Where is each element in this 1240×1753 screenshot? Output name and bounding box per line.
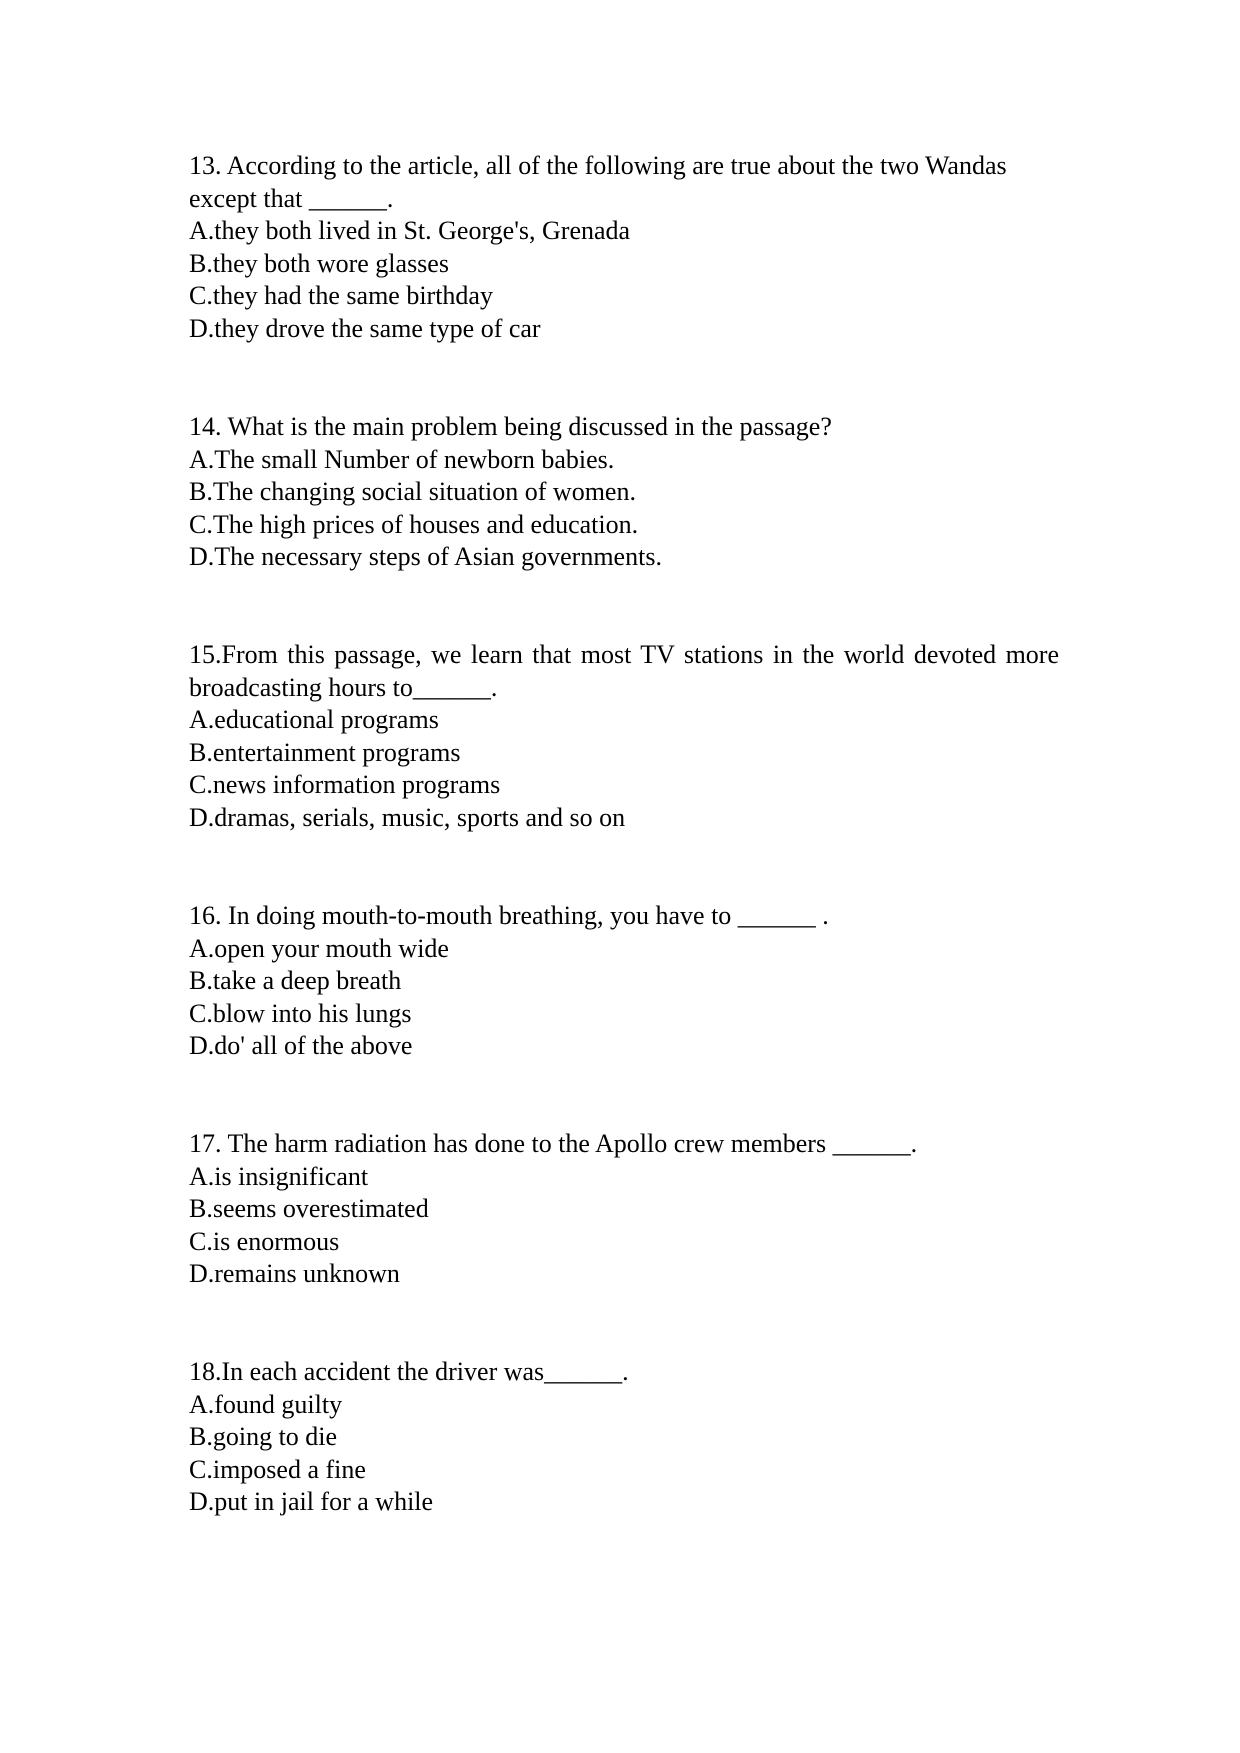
option-a: A.open your mouth wide <box>189 933 449 963</box>
option-c: C.they had the same birthday <box>189 281 493 311</box>
option-b: B.going to die <box>189 1422 338 1452</box>
option-a: A.educational programs <box>189 705 439 735</box>
question-stem: 18.In each accident the driver was______. <box>189 1357 629 1386</box>
question-14 <box>189 411 1059 574</box>
question-18 <box>189 1356 1059 1519</box>
option-a: A.The small Number of newborn babies. <box>189 444 615 474</box>
question-stem: 14. What is the main problem being discussed in the passage? <box>189 412 832 441</box>
option-c: C.blow into his lungs <box>189 998 412 1028</box>
option-d: D.remains unknown <box>189 1259 400 1289</box>
question-stem: 13. According to the article, all of the following are true about the two Wandas except that ______. <box>189 151 1007 213</box>
option-a: A.is insignificant <box>189 1161 369 1191</box>
option-b: B.The changing social situation of women. <box>189 477 636 507</box>
question-13 <box>189 150 1059 346</box>
question-17 <box>189 1128 1059 1291</box>
question-stem: 15.From this passage, we learn that most TV stations in the world devoted more broadcasting hours to______. <box>189 640 1059 702</box>
question-stem: 16. In doing mouth-to-mouth breathing, you have to ______ . <box>189 901 829 930</box>
option-c: C.imposed a fine <box>189 1454 366 1484</box>
option-d: D.The necessary steps of Asian governments. <box>189 542 662 572</box>
option-d: D.put in jail for a while <box>189 1487 434 1517</box>
option-d: D.they drove the same type of car <box>189 313 541 343</box>
question-15 <box>189 639 1059 835</box>
option-b: B.they both wore glasses <box>189 248 449 278</box>
option-c: C.The high prices of houses and education. <box>189 509 639 539</box>
option-d: D.dramas, serials, music, sports and so on <box>189 802 626 832</box>
option-b: B.take a deep breath <box>189 966 402 996</box>
option-c: C.news information programs <box>189 770 501 800</box>
option-b: B.entertainment programs <box>189 737 461 767</box>
option-c: C.is enormous <box>189 1226 340 1256</box>
option-d: D.do' all of the above <box>189 1031 413 1061</box>
option-a: A.found guilty <box>189 1389 343 1419</box>
option-b: B.seems overestimated <box>189 1194 429 1224</box>
option-a: A.they both lived in St. George's, Grenada <box>189 216 631 246</box>
question-16 <box>189 900 1059 1063</box>
question-stem: 17. The harm radiation has done to the Apollo crew members ______. <box>189 1129 918 1158</box>
